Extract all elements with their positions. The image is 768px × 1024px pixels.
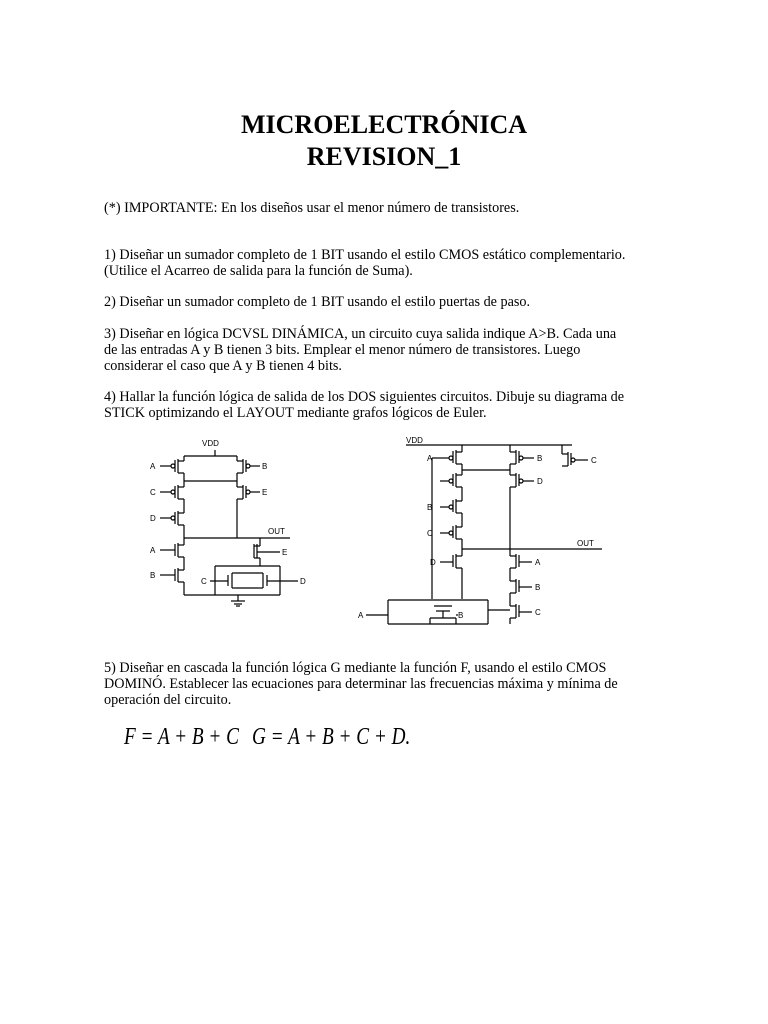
c1-c-label: C bbox=[150, 488, 156, 497]
c1-e-label: E bbox=[262, 488, 268, 497]
c1-c2-label: C bbox=[201, 577, 207, 586]
c2-a-label: A bbox=[427, 454, 433, 463]
c2-a-bottom-label: A bbox=[535, 558, 541, 567]
c1-a2-label: A bbox=[150, 546, 156, 555]
circuit-2-diagram bbox=[352, 434, 612, 630]
question-1 bbox=[104, 247, 645, 279]
question-2-line1: 2) Diseñar un sumador completo de 1 BIT usando el estilo puertas de paso. bbox=[104, 294, 531, 310]
important-note: (*) IMPORTANTE: En los diseños usar el menor número de transistores. bbox=[104, 200, 520, 216]
c2-b-label: B bbox=[427, 503, 433, 512]
c2-vdd-label: VDD bbox=[406, 436, 423, 445]
c1-d-label: D bbox=[150, 514, 156, 523]
c2-c-top-label: C bbox=[591, 456, 597, 465]
question-2 bbox=[104, 294, 645, 310]
c1-d2-label: D bbox=[300, 577, 306, 586]
question-3 bbox=[104, 326, 645, 375]
question-3-line2: de las entradas A y B tienen 3 bits. Emplear el menor número de transistores. Luego bbox=[104, 342, 581, 359]
page-subtitle: REVISION_1 bbox=[306, 142, 462, 171]
question-5-line3: operación del circuito. bbox=[104, 692, 232, 709]
c1-e2-label: E bbox=[282, 548, 288, 557]
question-3-line1: 3) Diseñar en lógica DCVSL DINÁMICA, un circuito cuya salida indique A>B. Cada una bbox=[104, 326, 617, 342]
question-4 bbox=[104, 389, 645, 421]
c2-b-top-label: B bbox=[537, 454, 543, 463]
page-title: MICROELECTRÓNICA bbox=[240, 110, 528, 139]
question-4-line2: STICK optimizando el LAYOUT mediante grafos lógicos de Euler. bbox=[104, 405, 487, 422]
c1-vdd-label: VDD bbox=[202, 439, 219, 448]
c2-a-gate-label: A bbox=[358, 611, 364, 620]
c1-b2-label: B bbox=[150, 571, 156, 580]
c2-c-label: C bbox=[427, 529, 433, 538]
formula-g: G = A + B + C + D. bbox=[252, 724, 411, 750]
question-5-line2: DOMINÓ. Establecer las ecuaciones para determinar las frecuencias máxima y mínima de bbox=[104, 676, 618, 693]
question-4-line1: 4) Hallar la función lógica de salida de los DOS siguientes circuitos. Dibuje su diagrama de bbox=[104, 389, 625, 405]
question-5 bbox=[104, 660, 645, 709]
question-5-line1: 5) Diseñar en cascada la función lógica G mediante la función F, usando el estilo CMOS bbox=[104, 660, 607, 676]
c2-d-top-label: D bbox=[537, 477, 543, 486]
question-1-line1: 1) Diseñar un sumador completo de 1 BIT usando el estilo CMOS estático complementario. bbox=[104, 247, 626, 263]
question-1-line2: (Utilice el Acarreo de salida para la función de Suma). bbox=[104, 263, 413, 280]
question-3-line3: considerar el caso que A y B tienen 4 bits. bbox=[104, 358, 342, 375]
c2-out-label: OUT bbox=[577, 539, 594, 548]
formula-f: F = A + B + C bbox=[124, 724, 239, 750]
c2-b-bottom-label: B bbox=[535, 583, 541, 592]
c1-a-label: A bbox=[150, 462, 156, 471]
circuit-1-diagram bbox=[140, 434, 330, 610]
c2-d-label: D bbox=[430, 558, 436, 567]
c1-b-label: B bbox=[262, 462, 268, 471]
c2-b-gate-label: B bbox=[458, 611, 464, 620]
c2-c-bottom-label: C bbox=[535, 608, 541, 617]
c1-out-label: OUT bbox=[268, 527, 285, 536]
